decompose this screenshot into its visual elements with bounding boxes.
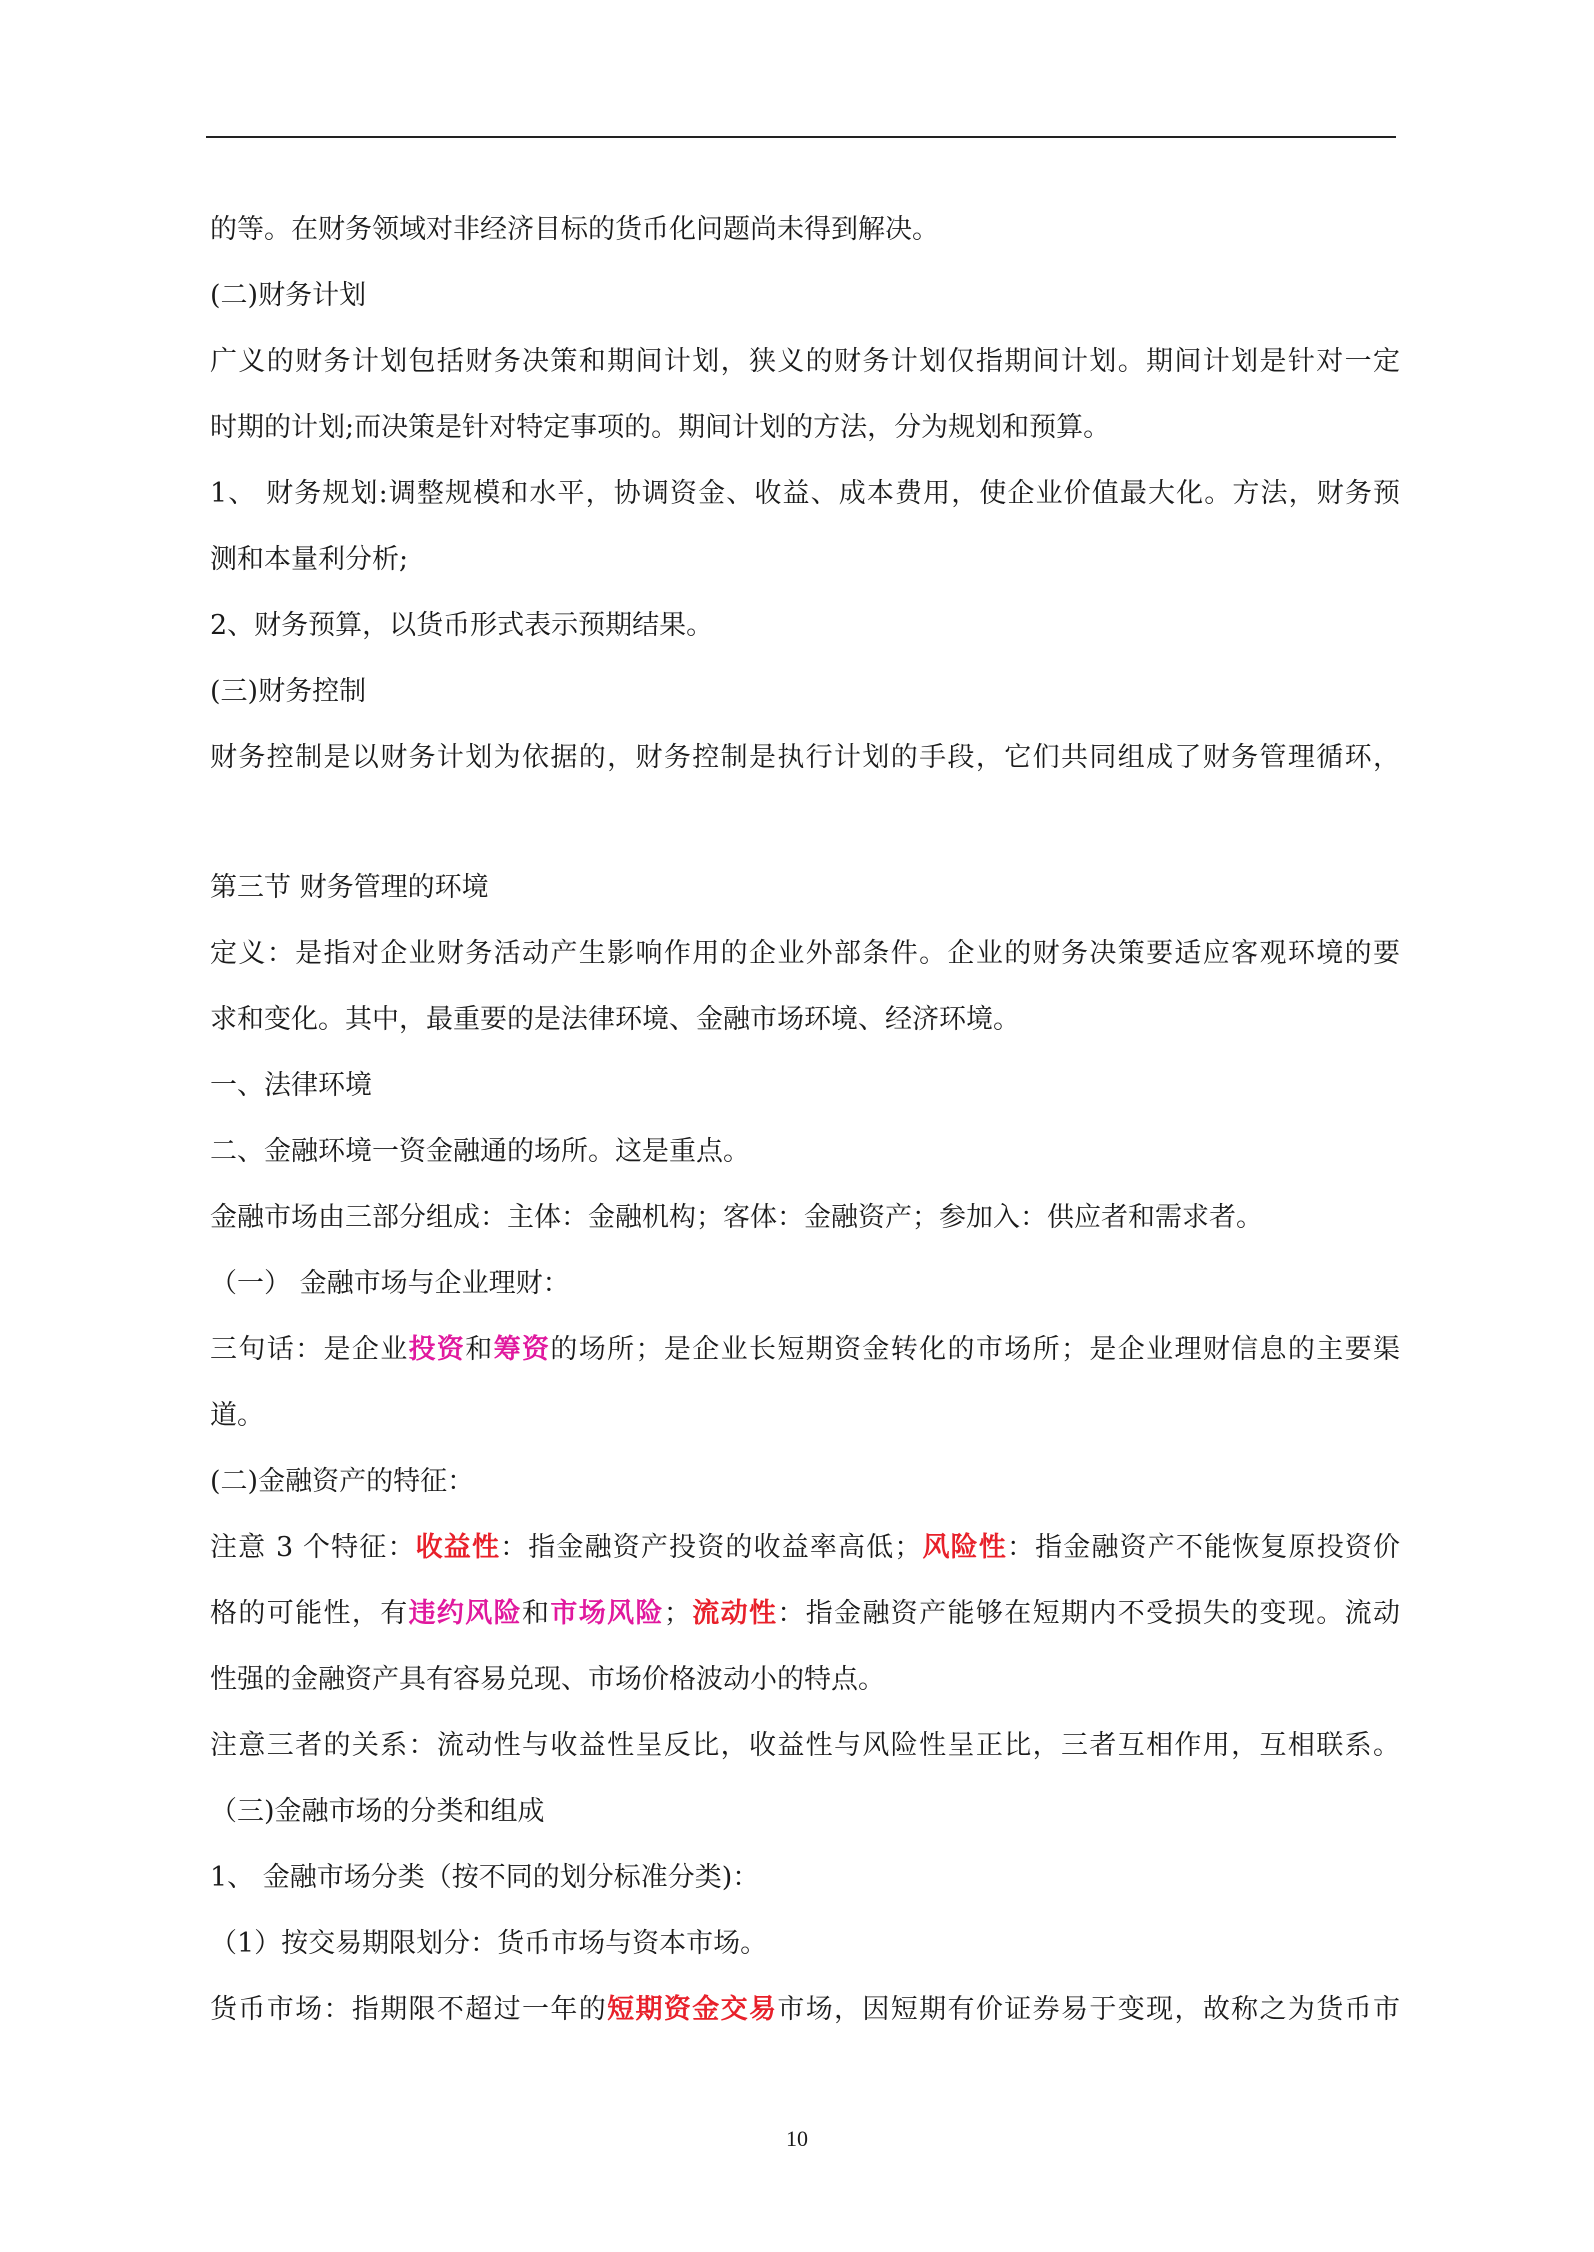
text-line: 货币市场：指期限不超过一年的短期资金交易市场，因短期有价证券易于变现，故称之为货币市 [210, 1994, 1401, 2025]
subheading-financial-control: (三)财务控制 [210, 676, 367, 707]
text-line: 广义的财务计划包括财务决策和期间计划，狭义的财务计划仅指期间计划。期间计划是针对一定 [210, 346, 1400, 377]
text-line: 格的可能性，有违约风险和市场风险；流动性：指金融资产能够在短期内不受损失的变现。流动 [210, 1598, 1401, 1629]
text-line: 时期的计划;而决策是针对特定事项的。期间计划的方法，分为规划和预算。 [210, 412, 1111, 443]
subheading-financial-environment: 二、金融环境一资金融通的场所。这是重点。 [210, 1136, 750, 1167]
text-line: 定义：是指对企业财务活动产生影响作用的企业外部条件。企业的财务决策要适应客观环境的要 [210, 938, 1400, 969]
header-rule [206, 136, 1396, 138]
text-line: 的等。在财务领域对非经济目标的货币化问题尚未得到解决。 [210, 214, 939, 245]
highlight-liquidity: 流动性 [690, 1598, 778, 1629]
highlight-market-risk: 市场风险 [550, 1598, 664, 1629]
text-line: 注意三者的关系：流动性与收益性呈反比，收益性与风险性呈正比，三者互相作用，互相联系。 [210, 1730, 1400, 1761]
text-line: 金融市场由三部分组成：主体：金融机构；客体：金融资产；参加入：供应者和需求者。 [210, 1202, 1263, 1233]
text-line: 1、 财务规划:调整规模和水平，协调资金、收益、成本费用，使企业价值最大化。方法，财务预 [210, 478, 1400, 509]
text-line: 注意 3 个特征：收益性：指金融资产投资的收益率高低；风险性：指金融资产不能恢复原投资价 [210, 1532, 1401, 1563]
section-heading: 第三节 财务管理的环境 [210, 872, 489, 903]
subheading-asset-features: (二)金融资产的特征： [210, 1466, 475, 1497]
highlight-investment: 投资 [408, 1334, 466, 1365]
text-line: 财务控制是以财务计划为依据的，财务控制是执行计划的手段，它们共同组成了财务管理循环， [210, 742, 1400, 773]
subheading-market-and-finance: （一） 金融市场与企业理财： [210, 1268, 570, 1299]
subheading-financial-plan: (二)财务计划 [210, 280, 367, 311]
text-line: 求和变化。其中，最重要的是法律环境、金融市场环境、经济环境。 [210, 1004, 1020, 1035]
subheading-market-classification: （三)金融市场的分类和组成 [210, 1796, 545, 1827]
highlight-risk: 风险性 [921, 1532, 1007, 1563]
highlight-default-risk: 违约风险 [408, 1598, 523, 1629]
subheading-legal-environment: 一、法律环境 [210, 1070, 372, 1101]
text-line: 道。 [210, 1400, 264, 1431]
text-line: 性强的金融资产具有容易兑现、市场价格波动小的特点。 [210, 1664, 885, 1695]
highlight-short-term-funds: 短期资金交易 [607, 1994, 778, 2025]
text-line: 2、财务预算，以货币形式表示预期结果。 [210, 610, 714, 641]
text-line: （1）按交易期限划分：货币市场与资本市场。 [210, 1928, 768, 1959]
text-line: 三句话：是企业投资和筹资的场所；是企业长短期资金转化的市场所；是企业理财信息的主要渠 [210, 1334, 1401, 1365]
highlight-profitability: 收益性 [415, 1532, 501, 1563]
text-line: 1、 金融市场分类（按不同的划分标准分类)： [210, 1862, 760, 1893]
page-number: 10 [786, 2126, 808, 2151]
text-line: 测和本量利分析; [210, 544, 409, 575]
highlight-financing: 筹资 [493, 1334, 551, 1365]
